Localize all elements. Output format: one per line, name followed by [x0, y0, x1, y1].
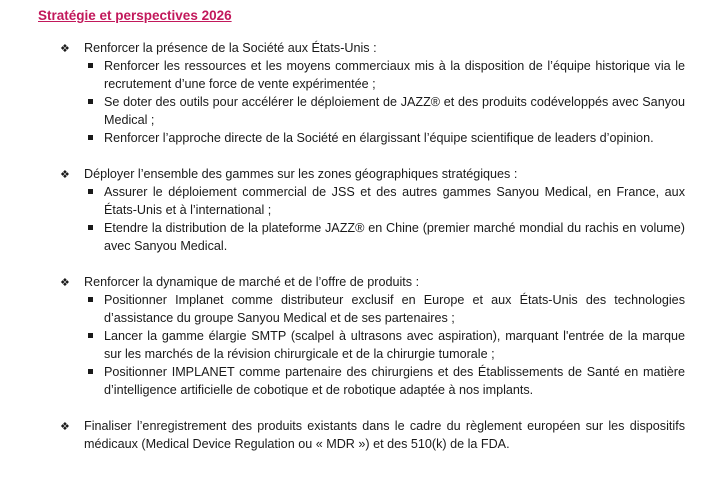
list-item-text: Lancer la gamme élargie SMTP (scalpel à ultrasons avec aspiration), marquant l'entrée de la marque sur les marchés de la révision chirurgicale et de la chirurgie tumorale ; — [104, 329, 685, 361]
list-item-text: Positionner IMPLANET comme partenaire des chirurgiens et des Établissements de Santé en matière d’intelligence artificielle de cobotique et de robotique adaptée à nos implants. — [104, 365, 685, 397]
list-item — [84, 183, 685, 219]
diamond-bullet-icon: ❖ — [60, 169, 70, 181]
square-bullet-icon — [84, 183, 104, 201]
square-bullet-icon — [84, 363, 104, 381]
square-bullet-icon — [84, 219, 104, 237]
list-item — [84, 57, 685, 93]
sub-bullet-list — [84, 183, 685, 255]
list-item-text: Etendre la distribution de la plateforme JAZZ® en Chine (premier marché mondial du rachis en volume) avec Sanyou Medical. — [104, 221, 685, 253]
square-bullet-icon — [84, 129, 104, 147]
diamond-bullet-icon: ❖ — [60, 421, 70, 433]
section-heading: Renforcer la dynamique de marché et de l’offre de produits : — [84, 275, 420, 289]
list-item-text: Positionner Implanet comme distributeur exclusif en Europe et aux États-Unis des technologies d’assistance du groupe Sanyou Medical et de ses partenaires ; — [104, 293, 685, 325]
square-bullet-icon — [84, 93, 104, 111]
list-item-text: Assurer le déploiement commercial de JSS et des autres gammes Sanyou Medical, en France, aux États-Unis et à l’international ; — [104, 185, 685, 217]
list-item-text: Renforcer les ressources et les moyens commerciaux mis à la disposition de l’équipe historique via le recrutement d’une force de vente expérimentée ; — [104, 59, 685, 91]
list-item-text: Se doter des outils pour accélérer le déploiement de JAZZ® et des produits codéveloppés avec Sanyou Medical ; — [104, 95, 685, 127]
strategy-section — [60, 417, 685, 453]
list-item — [84, 327, 685, 363]
section-heading: Déployer l’ensemble des gammes sur les zones géographiques stratégiques : — [84, 167, 518, 181]
strategy-section — [60, 273, 685, 399]
sub-bullet-list — [84, 291, 685, 399]
list-item — [84, 93, 685, 129]
section-heading: Finaliser l’enregistrement des produits existants dans le cadre du règlement européen sur les dispositifs médicaux (Medical Device Regulation ou « MDR ») et des 510(k) de la FDA. — [84, 419, 685, 451]
square-bullet-icon — [84, 57, 104, 75]
strategy-section — [60, 39, 685, 147]
diamond-bullet-icon: ❖ — [60, 43, 70, 55]
list-item-text: Renforcer l’approche directe de la Société en élargissant l’équipe scientifique de leaders d’opinion. — [104, 131, 654, 145]
list-item — [84, 219, 685, 255]
section-title: Stratégie et perspectives 2026 — [38, 8, 232, 23]
list-item — [84, 291, 685, 327]
list-item — [84, 363, 685, 399]
square-bullet-icon — [84, 327, 104, 345]
list-item — [84, 129, 685, 147]
sub-bullet-list — [84, 57, 685, 147]
section-heading: Renforcer la présence de la Société aux États-Unis : — [84, 41, 377, 55]
diamond-bullet-icon: ❖ — [60, 277, 70, 289]
strategy-section — [60, 165, 685, 255]
square-bullet-icon — [84, 291, 104, 309]
